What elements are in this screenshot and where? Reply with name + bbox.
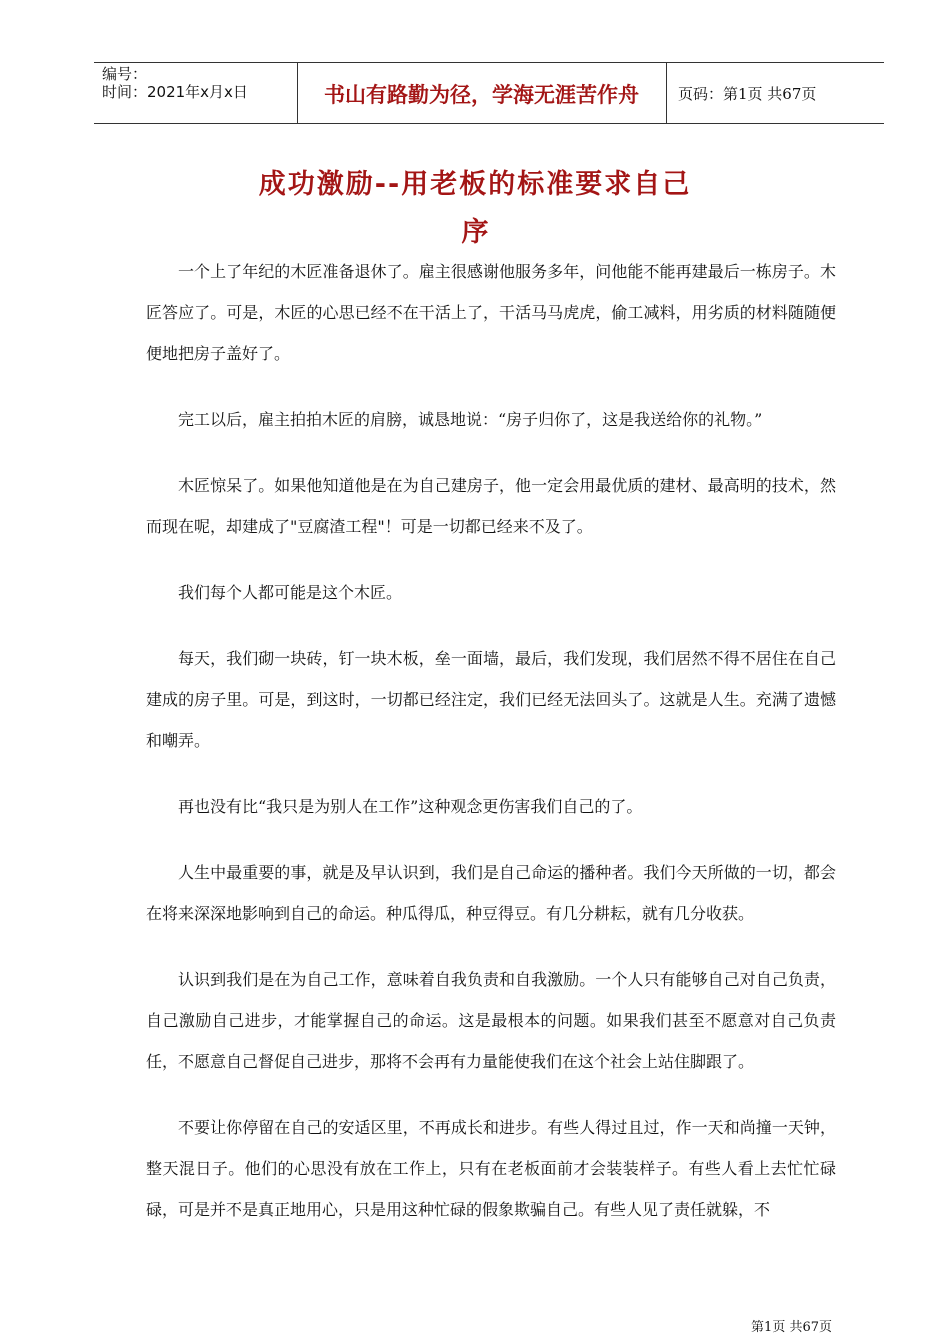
header-divider xyxy=(666,63,667,123)
paragraph: 我们每个人都可能是这个木匠。 xyxy=(178,583,403,602)
document-title: 成功激励--用老板的标准要求自己 xyxy=(258,169,692,200)
page-footer: 第1页 共67页 xyxy=(751,1320,832,1335)
document-subtitle: 序 xyxy=(461,217,489,248)
paragraph: 木匠惊呆了。如果他知道他是在为自己建房子，他一定会用最优质的建材、最高明的技术，然而现在呢，却建成了"豆腐渣工程"！可是一切都已经来不及了。 xyxy=(146,476,836,536)
paragraph: 一个上了年纪的木匠准备退休了。雇主很感谢他服务多年，问他能不能再建最后一栋房子。木匠答应了。可是，木匠的心思已经不在干活上了，干活马马虎虎，偷工减料，用劣质的材料随随便便地把房子盖好了。 xyxy=(146,262,836,363)
page-header xyxy=(94,62,884,124)
paragraph: 不要让你停留在自己的安适区里，不再成长和进步。有些人得过且过，作一天和尚撞一天钟，整天混日子。他们的心思没有放在工作上，只有在老板面前才会装装样子。有些人看上去忙忙碌碌，可是并不是真正地用心，只是用这种忙碌的假象欺骗自己。有些人见了责任就躲，不 xyxy=(146,1118,836,1219)
paragraph: 每天，我们砌一块砖，钉一块木板，垒一面墙，最后，我们发现，我们居然不得不居住在自己建成的房子里。可是，到这时，一切都已经注定，我们已经无法回头了。这就是人生。充满了遗憾和嘲弄。 xyxy=(146,649,836,750)
header-time-label: 时间：2021年x月x日 xyxy=(102,83,248,101)
paragraph: 认识到我们是在为自己工作，意味着自我负责和自我激励。一个人只有能够自己对自己负责，自己激励自己进步，才能掌握自己的命运。这是最根本的问题。如果我们甚至不愿意对自己负责任，不愿意自己督促自己进步，那将不会再有力量能使我们在这个社会上站住脚跟了。 xyxy=(146,970,836,1071)
header-number-label: 编号： xyxy=(102,65,148,83)
header-page-number: 页码：第1页 共67页 xyxy=(678,85,817,103)
paragraph: 完工以后，雇主拍拍木匠的肩膀，诚恳地说：“房子归你了，这是我送给你的礼物。” xyxy=(178,410,763,429)
paragraph: 人生中最重要的事，就是及早认识到，我们是自己命运的播种者。我们今天所做的一切，都会在将来深深地影响到自己的命运。种瓜得瓜，种豆得豆。有几分耕耘，就有几分收获。 xyxy=(146,863,836,923)
paragraph: 再也没有比“我只是为别人在工作”这种观念更伤害我们自己的了。 xyxy=(178,797,643,816)
header-motto: 书山有路勤为径，学海无涯苦作舟 xyxy=(324,83,639,107)
header-meta xyxy=(102,65,248,101)
document-body xyxy=(146,251,836,1255)
